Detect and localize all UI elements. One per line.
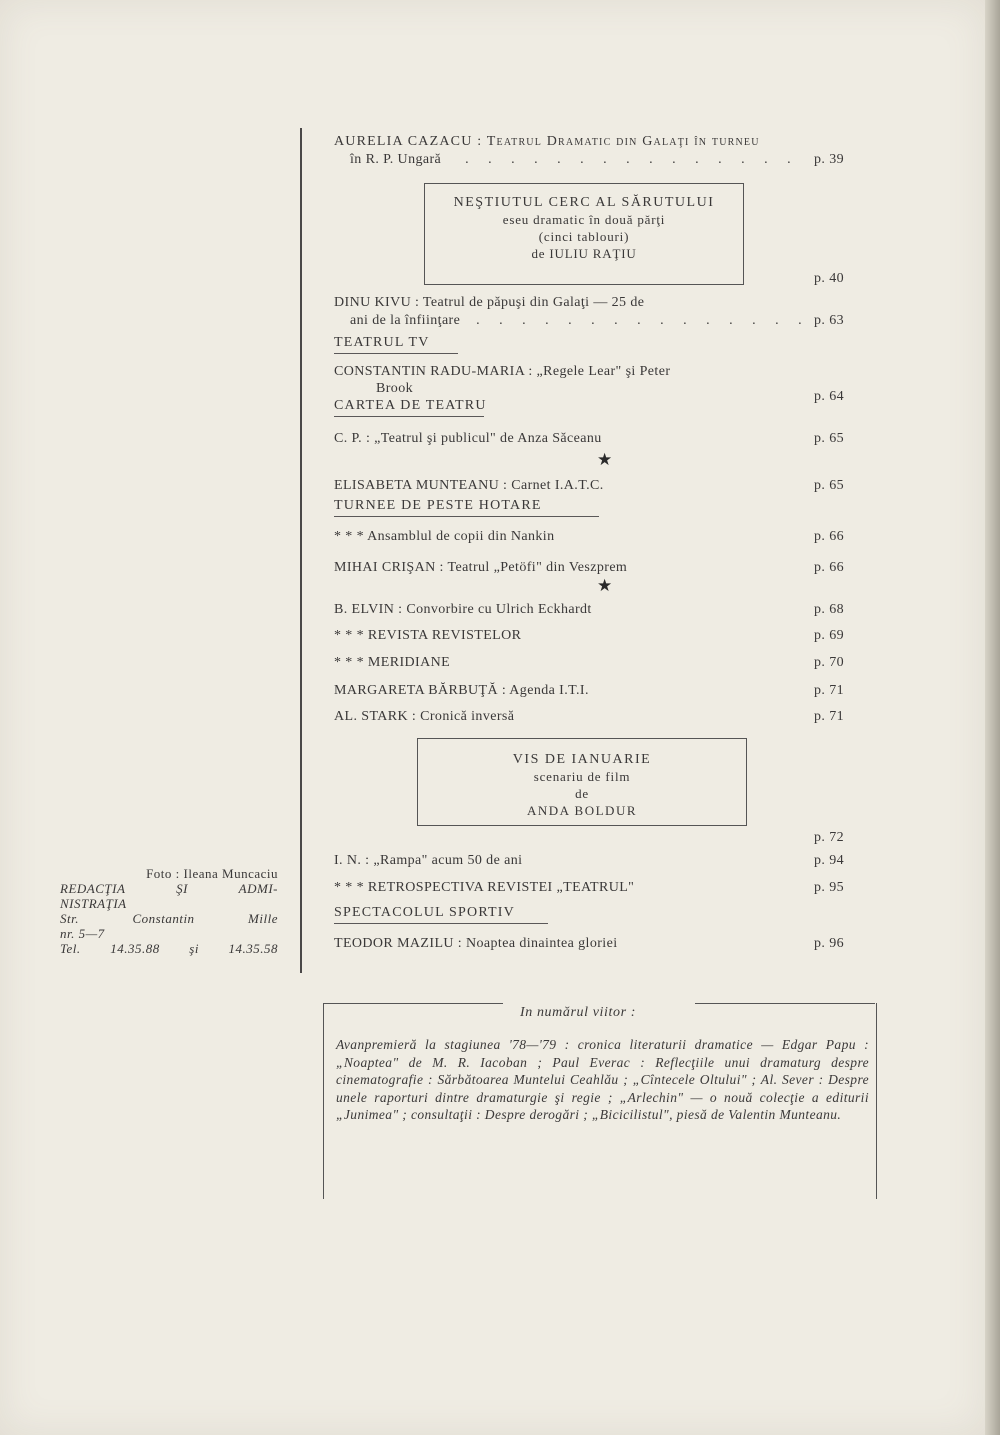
leader-dots: . . . . . . . . . . . . . . .: [476, 313, 810, 328]
section-heading: CARTEA DE TEATRU: [334, 398, 487, 413]
toc-page-number: p. 65: [814, 478, 844, 493]
toc-entry-elvin[interactable]: [334, 601, 844, 619]
toc-entry-nankin[interactable]: [334, 528, 844, 546]
toc-page-number: p. 69: [814, 628, 844, 643]
toc-page-number: p. 71: [814, 683, 844, 698]
toc-page-number: p. 65: [814, 431, 844, 446]
toc-entry-mazilu[interactable]: [334, 935, 844, 953]
toc-entry-text: C. P. : „Teatrul şi publicul" de Anza Săceanu: [334, 431, 602, 446]
section-heading: TURNEE DE PESTE HOTARE: [334, 498, 542, 513]
next-issue-body: Avanpremieră la stagiunea '78—'79 : cronica literaturii dramatice — Edgar Papu : „Noaptea" de M. R. Iacoban ; Paul Everac : Reflecţiile unui dramaturg despre cinematografie : Sărbătoarea Muntelui Ceahlău ; „Cîntecele Oltului" ; Al. Sever : Despre unele raporturi dintre dramaturgie şi regie ; „Arlechin" — o nouă colecţie a editurii „Junimea" ; consultaţii : Despre derogări ; „Bicicilistul", piesă de Valentin Munteanu.: [336, 1037, 869, 1122]
play-genre: eseu dramatic în două părţi: [502, 212, 666, 227]
administration-label: NISTRAŢIA: [60, 896, 127, 911]
featured-play-box[interactable]: [424, 183, 744, 285]
toc-entry-text: * * * RETROSPECTIVA REVISTEI „TEATRUL": [334, 880, 635, 895]
toc-entry-rampa[interactable]: [334, 852, 844, 870]
section-turnee: [334, 497, 599, 517]
toc-page-number: p. 70: [814, 655, 844, 670]
toc-entry-text: * * * Ansamblul de copii din Nankin: [334, 529, 555, 544]
toc-entry-radu-maria-cont: [334, 380, 844, 404]
toc-entry-radu-maria[interactable]: [334, 363, 844, 381]
section-underline: [334, 923, 548, 924]
toc-page-number: p. 66: [814, 529, 844, 544]
toc-entry-barbuta[interactable]: [334, 682, 844, 700]
toc-entry-text: ELISABETA MUNTEANU : Carnet I.A.T.C.: [334, 478, 604, 493]
toc-page-number: p. 64: [814, 389, 844, 404]
star-ornament: ★: [597, 450, 613, 469]
play-tableaux: (cinci tablouri): [538, 229, 630, 244]
screenplay-genre: scenariu de film: [533, 769, 631, 784]
photo-credit: Foto : Ileana Muncaciu: [146, 866, 278, 881]
toc-entry-text: CONSTANTIN RADU-MARIA : „Regele Lear" şi Peter: [334, 364, 671, 379]
toc-entry-text: TEODOR MAZILU : Noaptea dinaintea gloriei: [334, 936, 618, 951]
toc-entry-crisan[interactable]: [334, 559, 844, 577]
toc-page-number: p. 95: [814, 880, 844, 895]
toc-entry-meridiane[interactable]: [334, 654, 844, 672]
toc-entry-text: MIHAI CRIŞAN : Teatrul „Petöfi" din Veszprem: [334, 560, 628, 575]
toc-entry-text: * * * REVISTA REVISTELOR: [334, 628, 522, 643]
next-issue-title: In numărul viitor :: [520, 1005, 637, 1020]
border-right-segment: [695, 1003, 875, 1004]
editorial-office-label: REDACŢIA ŞI ADMI-: [60, 881, 278, 896]
toc-entry-text: * * * MERIDIANE: [334, 655, 451, 670]
toc-page-number: p. 40: [814, 271, 844, 286]
section-underline: [334, 416, 484, 417]
toc-page-number: p. 39: [814, 152, 844, 167]
toc-entry-kivu-cont: [334, 312, 844, 330]
toc-page-number: p. 72: [814, 830, 844, 845]
toc-page-number: p. 68: [814, 602, 844, 617]
section-spectacolul-sportiv: [334, 904, 548, 924]
toc-entry-cont: Brook: [376, 381, 413, 396]
play-author: de IULIU RAŢIU: [531, 246, 637, 261]
street-address: Str. Constantin Mille: [60, 911, 278, 926]
section-teatrul-tv: [334, 334, 458, 354]
star-ornament: ★: [597, 576, 613, 595]
toc-page-number: p. 66: [814, 560, 844, 575]
toc-entry-text: DINU KIVU : Teatrul de păpuşi din Galaţi — 25 de: [334, 295, 645, 310]
toc-entry-cazacu[interactable]: [334, 133, 844, 151]
toc-entry-cp[interactable]: [334, 430, 844, 448]
toc-entry-munteanu[interactable]: [334, 477, 844, 495]
toc-page-number: p. 71: [814, 709, 844, 724]
screenplay-author: ANDA BOLDUR: [526, 803, 638, 818]
toc-entry-revista[interactable]: [334, 627, 844, 645]
toc-entry-cont: ani de la înfiinţare: [350, 313, 461, 328]
street-number: nr. 5—7: [60, 926, 105, 941]
toc-page-number: p. 96: [814, 936, 844, 951]
section-underline: [334, 516, 599, 517]
border-left-segment: [323, 1003, 503, 1004]
screenplay-de: de: [575, 786, 589, 801]
play-title: NEŞTIUTUL CERC AL SĂRUTULUI: [453, 195, 715, 210]
section-underline: [334, 353, 458, 354]
screenplay-title: VIS DE IANUARIE: [512, 752, 652, 767]
section-heading: TEATRUL TV: [334, 335, 430, 350]
featured-screenplay-box[interactable]: [417, 738, 747, 826]
toc-entry-cazacu-cont: [334, 151, 844, 169]
toc-page-number: p. 63: [814, 313, 844, 328]
next-issue-top-border: [323, 1003, 875, 1004]
editorial-credits: [60, 866, 278, 956]
toc-entry-retrospectiva[interactable]: [334, 879, 844, 897]
leader-dots: . . . . . . . . . . . . . . .: [465, 152, 799, 167]
toc-entry-text: I. N. : „Rampa" acum 50 de ani: [334, 853, 523, 868]
toc-entry-text: MARGARETA BĂRBUŢĂ : Agenda I.T.I.: [334, 683, 589, 698]
toc-entry-text: AURELIA CAZACU : Teatrul Dramatic din Galaţi în turneu: [334, 134, 760, 149]
toc-entry-stark[interactable]: [334, 708, 844, 726]
section-heading: SPECTACOLUL SPORTIV: [334, 905, 515, 920]
toc-page-number: p. 94: [814, 853, 844, 868]
toc-entry-text: B. ELVIN : Convorbire cu Ulrich Eckhardt: [334, 602, 592, 617]
toc-entry-text: AL. STARK : Cronică inversă: [334, 709, 515, 724]
toc-entry-kivu[interactable]: [334, 294, 844, 312]
section-cartea-de-teatru: [334, 397, 487, 417]
phone-numbers: Tel. 14.35.88 şi 14.35.58: [60, 941, 278, 956]
toc-entry-cont: în R. P. Ungară: [350, 152, 442, 167]
vertical-rule: [300, 128, 302, 973]
page-edge: [985, 0, 1000, 1435]
